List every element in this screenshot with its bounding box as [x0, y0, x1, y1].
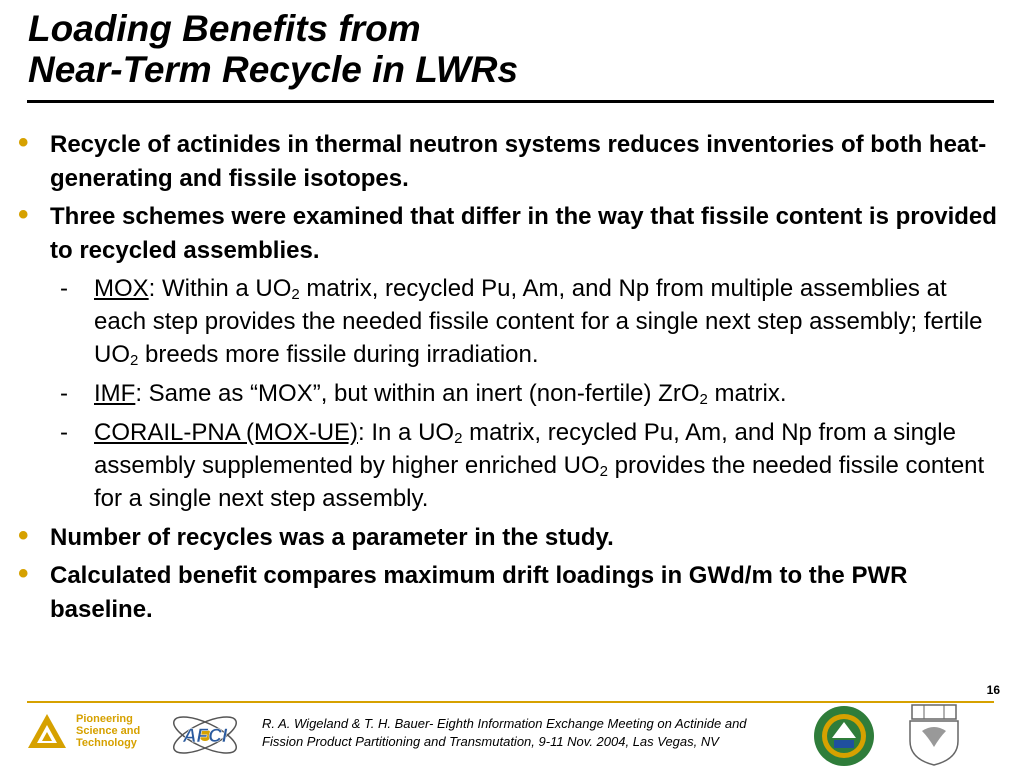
- bullet-icon: •: [18, 557, 29, 590]
- tagline-line-1: Pioneering: [76, 713, 133, 725]
- slide-title: [28, 8, 988, 90]
- slide-title-line-2: Near-Term Recycle in LWRs: [28, 49, 519, 90]
- bullet-number-of-recycles: [18, 521, 1003, 555]
- corail-subscript-1: 2: [454, 430, 463, 447]
- imf-label: IMF: [94, 380, 136, 407]
- sub-bullet-imf: [18, 377, 1003, 410]
- bullet-three-schemes: [18, 200, 1003, 268]
- bullet-calculated-benefit: [18, 559, 1003, 627]
- corail-text-2: matrix, recycled Pu, Am, and Np from a single assembly supplemented by higher enriched UO: [94, 419, 956, 479]
- sub-bullet-corail: [18, 416, 1003, 515]
- imf-text-2: matrix.: [707, 380, 787, 407]
- citation-line-1: R. A. Wigeland & T. H. Bauer- Eighth Information Exchange Meeting on Actinide and: [262, 716, 747, 731]
- dash-marker: -: [60, 380, 68, 407]
- imf-subscript-1: 2: [699, 391, 708, 408]
- bullet-icon: •: [18, 126, 29, 159]
- imf-text-1: : Same as “MOX”, but within an inert (non-fertile) ZrO: [135, 380, 700, 407]
- title-divider: [27, 100, 994, 103]
- tagline-line-2: Science and: [76, 725, 141, 737]
- tagline-line-3: Technology: [76, 737, 137, 749]
- bullet-recycle-actinides: [18, 128, 1003, 196]
- mox-text-1: : Within a UO: [148, 275, 292, 302]
- doe-seal-icon: [812, 704, 876, 768]
- bullet-icon: •: [18, 198, 29, 231]
- corail-label: CORAIL-PNA (MOX-UE): [94, 419, 359, 446]
- bullet-text: Three schemes were examined that differ in the way that fissile content is provided to recycled assemblies.: [50, 203, 997, 264]
- slide-body: [18, 128, 1003, 631]
- slide-title-line-1: Loading Benefits from: [28, 8, 421, 49]
- afci-logo-icon: [166, 706, 244, 764]
- mox-subscript-2: 2: [130, 352, 139, 369]
- argonne-logo-icon: [26, 712, 68, 750]
- uchicago-crest-icon: [904, 703, 964, 767]
- citation: [262, 715, 812, 751]
- bullet-icon: •: [18, 519, 29, 552]
- dash-marker: -: [60, 419, 68, 446]
- argonne-tagline: [76, 713, 156, 749]
- mox-text-2: matrix, recycled Pu, Am, and Np from multiple assemblies at each step provides the needed fissile content for a single next step assembly; fertile UO: [94, 275, 983, 368]
- bullet-text: Calculated benefit compares maximum drift loadings in GWd/m to the PWR baseline.: [50, 562, 908, 623]
- mox-subscript-1: 2: [291, 286, 300, 303]
- page-number: 16: [986, 683, 1000, 697]
- bullet-text: Recycle of actinides in thermal neutron systems reduces inventories of both heat-generating and fissile isotopes.: [50, 131, 987, 192]
- citation-line-2: Fission Product Partitioning and Transmutation, 9-11 Nov. 2004, Las Vegas, NV: [262, 734, 719, 749]
- corail-subscript-2: 2: [599, 463, 608, 480]
- footer-divider: [27, 701, 994, 703]
- sub-bullet-mox: [18, 272, 1003, 371]
- bullet-text: Number of recycles was a parameter in the study.: [50, 524, 614, 551]
- corail-text-1: : In a UO: [358, 419, 455, 446]
- mox-label: MOX: [94, 275, 149, 302]
- dash-marker: -: [60, 275, 68, 302]
- afci-logo-text: AFCI: [182, 726, 228, 747]
- mox-text-3: breeds more fissile during irradiation.: [138, 341, 539, 368]
- corail-text-3: provides the needed fissile content for a single next step assembly.: [94, 452, 985, 512]
